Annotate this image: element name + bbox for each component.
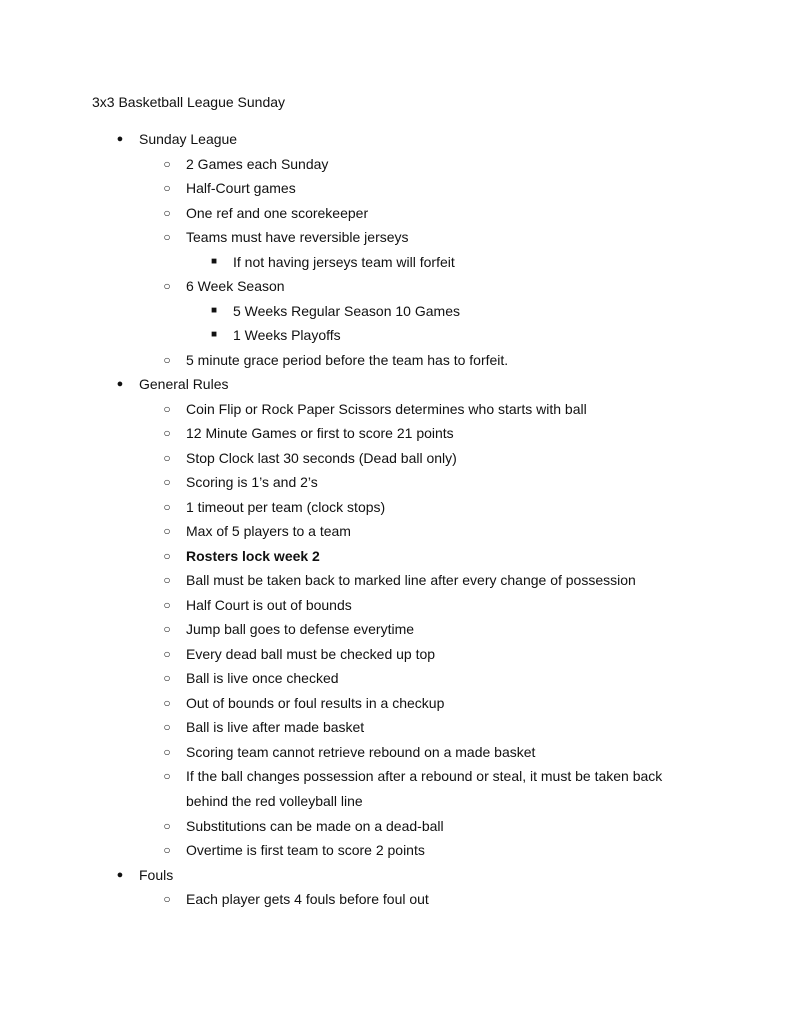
section-label: General Rules xyxy=(139,376,229,392)
hollow-circle-bullet-icon: ○ xyxy=(163,500,171,514)
list-item-text: Out of bounds or foul results in a checkup xyxy=(186,695,445,711)
hollow-circle-bullet-icon: ○ xyxy=(163,157,171,171)
hollow-circle-bullet-icon: ○ xyxy=(163,843,171,857)
list-item-text: Substitutions can be made on a dead-ball xyxy=(186,818,444,834)
hollow-circle-bullet-icon: ○ xyxy=(163,769,171,783)
hollow-circle-bullet-icon: ○ xyxy=(163,206,171,220)
square-bullet-icon: ■ xyxy=(210,329,218,340)
list-item-text: Ball is live after made basket xyxy=(186,719,365,735)
list-item-text-continuation: behind the red volleyball line xyxy=(186,793,363,809)
sub-list-item-text: 1 Weeks Playoffs xyxy=(233,327,341,343)
hollow-circle-bullet-icon: ○ xyxy=(163,720,171,734)
hollow-circle-bullet-icon: ○ xyxy=(163,573,171,587)
hollow-circle-bullet-icon: ○ xyxy=(163,181,171,195)
hollow-circle-bullet-icon: ○ xyxy=(163,819,171,833)
hollow-circle-bullet-icon: ○ xyxy=(163,524,171,538)
list-item-text: Ball is live once checked xyxy=(186,670,339,686)
list-item-text: If the ball changes possession after a rebound or steal, it must be taken back xyxy=(186,768,663,784)
hollow-circle-bullet-icon: ○ xyxy=(163,892,171,906)
list-item-text-bold: Rosters lock week 2 xyxy=(186,548,320,564)
list-item-text: Every dead ball must be checked up top xyxy=(186,646,436,662)
hollow-circle-bullet-icon: ○ xyxy=(163,279,171,293)
hollow-circle-bullet-icon: ○ xyxy=(163,230,171,244)
hollow-circle-bullet-icon: ○ xyxy=(163,598,171,612)
list-item-text: Half-Court games xyxy=(186,180,296,196)
list-item-text: Half Court is out of bounds xyxy=(186,597,352,613)
hollow-circle-bullet-icon: ○ xyxy=(163,426,171,440)
hollow-circle-bullet-icon: ○ xyxy=(163,647,171,661)
square-bullet-icon: ■ xyxy=(210,256,218,267)
sub-list-item-text: If not having jerseys team will forfeit xyxy=(233,254,455,270)
filled-circle-bullet-icon: ● xyxy=(116,133,124,145)
sub-list-item-text: 5 Weeks Regular Season 10 Games xyxy=(233,303,460,319)
list-item-text: 6 Week Season xyxy=(186,278,285,294)
hollow-circle-bullet-icon: ○ xyxy=(163,745,171,759)
section-label: Sunday League xyxy=(139,131,238,147)
document-title: 3x3 Basketball League Sunday xyxy=(92,94,286,110)
list-item-text: Scoring is 1’s and 2’s xyxy=(186,474,318,490)
hollow-circle-bullet-icon: ○ xyxy=(163,671,171,685)
list-item-text: Overtime is first team to score 2 points xyxy=(186,842,425,858)
list-item-text: Jump ball goes to defense everytime xyxy=(186,621,415,637)
filled-circle-bullet-icon: ● xyxy=(116,378,124,390)
section-label: Fouls xyxy=(139,867,174,883)
list-item-text: Teams must have reversible jerseys xyxy=(186,229,409,245)
hollow-circle-bullet-icon: ○ xyxy=(163,622,171,636)
square-bullet-icon: ■ xyxy=(210,305,218,316)
list-item-text: Ball must be taken back to marked line after every change of possession xyxy=(186,572,636,588)
filled-circle-bullet-icon: ● xyxy=(116,869,124,881)
hollow-circle-bullet-icon: ○ xyxy=(163,353,171,367)
list-item-text: Each player gets 4 fouls before foul out xyxy=(186,891,429,907)
list-item-text: Coin Flip or Rock Paper Scissors determines who starts with ball xyxy=(186,401,587,417)
list-item-text: 12 Minute Games or first to score 21 points xyxy=(186,425,454,441)
list-item-text: One ref and one scorekeeper xyxy=(186,205,369,221)
list-item-text: Max of 5 players to a team xyxy=(186,523,351,539)
list-item-text: Stop Clock last 30 seconds (Dead ball only) xyxy=(186,450,457,466)
hollow-circle-bullet-icon: ○ xyxy=(163,549,171,563)
hollow-circle-bullet-icon: ○ xyxy=(163,402,171,416)
list-item-text: 1 timeout per team (clock stops) xyxy=(186,499,386,515)
hollow-circle-bullet-icon: ○ xyxy=(163,451,171,465)
list-item-text: Scoring team cannot retrieve rebound on a made basket xyxy=(186,744,536,760)
list-item-text: 2 Games each Sunday xyxy=(186,156,329,172)
list-item-text: 5 minute grace period before the team has to forfeit. xyxy=(186,352,509,368)
hollow-circle-bullet-icon: ○ xyxy=(163,696,171,710)
hollow-circle-bullet-icon: ○ xyxy=(163,475,171,489)
